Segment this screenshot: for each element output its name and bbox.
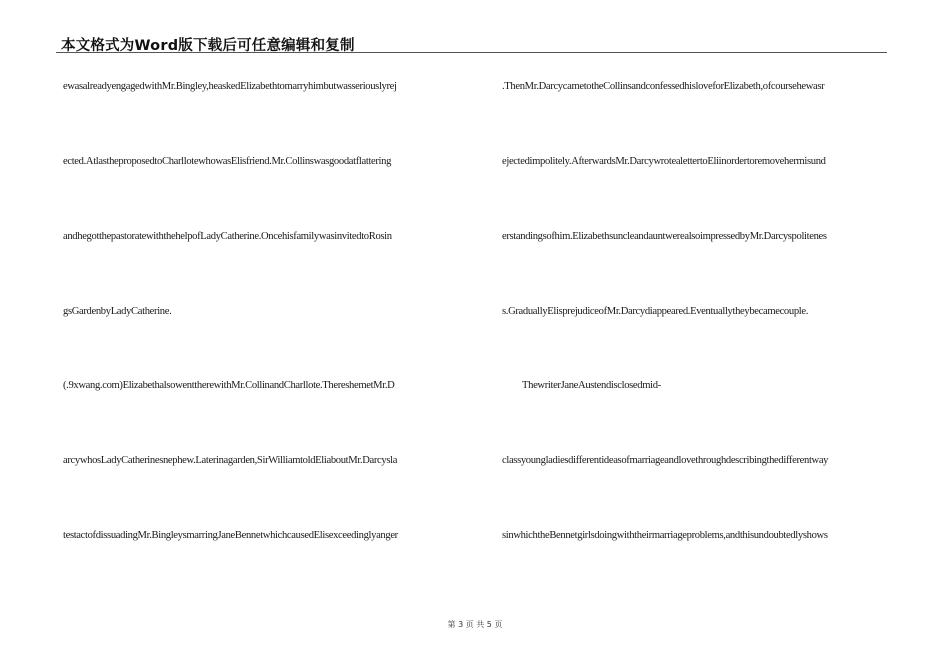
document-header-title: 本文格式为Word版下载后可任意编辑和复制 [61, 38, 355, 54]
text-line: classyoungladiesdifferentideasofmarriageandlovethroughdescribingthedifferentway [502, 455, 829, 466]
text-line: .ThenMr.DarcycametotheCollinsandconfessedhisloveforElizabeth,ofcoursehewasr [502, 81, 825, 92]
text-line: gsGardenbyLadyCatherine. [63, 306, 172, 317]
text-line: s.GraduallyElisprejudiceofMr.Darcydiappeared.Eventuallytheybecamecouple. [502, 306, 809, 317]
text-line: arcywhosLadyCatherinesnephew.Laterinagarden,SirWilliamtoldEliaboutMr.Darcysla [63, 455, 398, 466]
text-line: ejectedimpolitely.AfterwardsMr.DarcywrotealettertoEliinordertoremovehermisund [502, 156, 826, 167]
text-line: andhegotthepastoratewiththehelpofLadyCatherine.OncehisfamilywasinvitedtoRosin [63, 231, 392, 242]
text-line: ewasalreadyengagedwithMr.Bingley,heaskedElizabethtomarryhimbutwasseriouslyrej [63, 81, 397, 92]
text-line: sinwhichtheBennetgirlsdoingwiththeirmarriageproblems,andthisundoubtedlyshows [502, 530, 828, 541]
text-line: ected.AtlastheproposedtoCharllotewhowasElisfriend.Mr.Collinswasgoodatflattering [63, 156, 392, 167]
text-line: erstandingsofhim.ElizabethsuncleandauntwerealsoimpressedbyMr.Darcyspolitenes [502, 231, 827, 242]
text-line: testactofdissuadingMr.BingleysmarringJaneBennetwhichcausedElisexceedinglyanger [63, 530, 398, 541]
text-line: ThewriterJaneAustendisclosedmid- [522, 380, 661, 391]
text-line: (.9xwang.com)ElizabethalsowenttherewithMr.CollinandCharllote.ThereshemetMr.D [63, 380, 395, 391]
header-divider [56, 52, 887, 53]
page-number: 第 3 页 共 5 页 [447, 620, 503, 629]
